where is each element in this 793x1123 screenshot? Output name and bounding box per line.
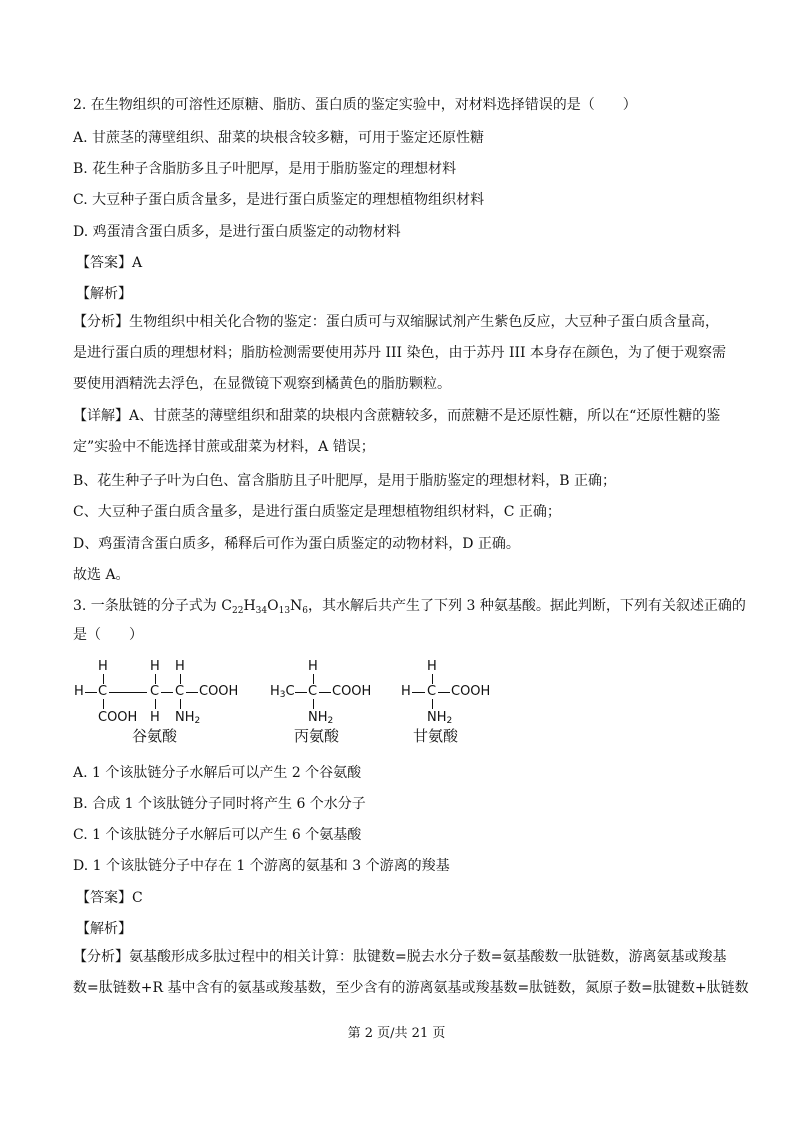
ala-cooh: COOH (332, 684, 372, 699)
bond (180, 699, 181, 709)
bond (432, 674, 433, 684)
q2-detail-d: D、鸡蛋清含蛋白质多，稀释后可作为蛋白质鉴定的动物材料，D 正确。 (73, 536, 520, 552)
ala-methyl: H3C (270, 684, 295, 700)
gly-left-h: H (401, 684, 411, 699)
bond (438, 692, 450, 693)
q2-option-a: A. 甘蔗茎的薄壁组织、甜菜的块根含较多糖，可用于鉴定还原性糖 (73, 130, 485, 146)
alanine-name: 丙氨酸 (294, 727, 340, 745)
glu-carbon: C (175, 684, 185, 699)
q2-option-b: B. 花生种子含脂肪多且子叶肥厚，是用于脂肪鉴定的理想材料 (73, 161, 457, 177)
q3-option-a: A. 1 个该肽链分子水解后可以产生 2 个谷氨酸 (73, 765, 362, 781)
ala-top-h: H (308, 659, 318, 674)
q3-option-b: B. 合成 1 个该肽链分子同时将产生 6 个水分子 (73, 796, 366, 812)
q2-conclusion: 故选 A。 (73, 567, 130, 583)
gly-amino: NH2 (427, 710, 453, 726)
bond (313, 699, 314, 709)
q3-answer: 【答案】C (76, 890, 143, 906)
bond (103, 674, 104, 684)
q3-analysis-label: 【解析】 (76, 921, 132, 937)
q2-fenxi-line: 【分析】生物组织中相关化合物的鉴定：蛋白质可与双缩脲试剂产生紫色反应，大豆种子蛋白质含量高， (73, 314, 719, 330)
q3-option-c: C. 1 个该肽链分子水解后可以产生 6 个氨基酸 (73, 827, 362, 843)
glu-top-h: H (175, 659, 185, 674)
glu-cooh: COOH (199, 684, 239, 699)
formula-c-count: 22 (231, 606, 244, 616)
bond (155, 674, 156, 684)
q2-fenxi-line: 是进行蛋白质的理想材料；脂肪检测需要使用苏丹 III 染色，由于苏丹 III 本身存在颜色，为了便于观察需 (73, 345, 726, 361)
q2-detail-b: B、花生种子子叶为白色、富含脂肪且子叶肥厚，是用于脂肪鉴定的理想材料，B 正确； (73, 473, 617, 489)
glu-left-h: H (74, 684, 84, 699)
bond (109, 692, 147, 693)
glu-side-cooh: COOH (98, 710, 138, 725)
q3-stem-suffix: ，其水解后共产生了下列 3 种氨基酸。据此判断，下列有关叙述正确的 (308, 598, 746, 614)
bond (432, 699, 433, 709)
q3-fenxi-line: 【分析】氨基酸形成多肽过程中的相关计算：肽键数=脱去水分子数=氨基酸数一肽链数，游离氨基或羧基 (73, 949, 727, 965)
ala-carbon: C (308, 684, 318, 699)
bond (155, 699, 156, 709)
q3-option-d: D. 1 个该肽链分子中存在 1 个游离的氨基和 3 个游离的羧基 (73, 858, 450, 874)
page-footer: 第 2 页/共 21 页 (347, 1026, 446, 1041)
formula-o: O (267, 598, 279, 614)
q3-stem-prefix: 3. 一条肽链的分子式为 C (73, 598, 232, 614)
glycine-name: 甘氨酸 (413, 727, 459, 745)
q2-stem: 2. 在生物组织的可溶性还原糖、脂肪、蛋白质的鉴定实验中，对材料选择错误的是（ ） (73, 97, 637, 113)
formula-h-count: 34 (255, 606, 268, 616)
formula-n: N (290, 598, 303, 614)
q2-option-d: D. 鸡蛋清含蛋白质多，是进行蛋白质鉴定的动物材料 (73, 224, 401, 240)
bond (186, 692, 198, 693)
bond (319, 692, 331, 693)
bond (412, 692, 425, 693)
q3-fenxi (73, 942, 749, 1004)
bond (103, 699, 104, 709)
glu-carbon: C (98, 684, 108, 699)
formula-h: H (243, 598, 256, 614)
glutamic-acid-name: 谷氨酸 (132, 727, 178, 745)
bond (180, 674, 181, 684)
q3-fenxi-line: 数=肽链数+R 基中含有的氨基或羧基数，至少含有的游离氨基或羧基数=肽链数，氮原子数=肽键数+肽链数 (73, 980, 749, 996)
q2-xiangjie-line: 【详解】A、甘蔗茎的薄壁组织和甜菜的块根内含蔗糖较多，而蔗糖不是还原性糖，所以在“还原性糖的鉴 (73, 408, 721, 424)
glu-top-h: H (150, 659, 160, 674)
q2-xiangjie (73, 401, 719, 463)
gly-cooh: COOH (451, 684, 491, 699)
q3-stem (73, 597, 746, 620)
formula-n-count: 6 (302, 606, 309, 616)
bond (313, 674, 314, 684)
bond (85, 692, 97, 693)
gly-top-h: H (427, 659, 437, 674)
q2-detail-c: C、大豆种子蛋白质含量多，是进行蛋白质鉴定是理想植物组织材料，C 正确； (73, 504, 561, 520)
bond (295, 692, 307, 693)
q2-analysis-label: 【解析】 (76, 286, 132, 302)
q2-fenxi (73, 307, 726, 400)
q3-stem-line2: 是（ ） (73, 627, 143, 643)
ala-amino: NH2 (308, 710, 334, 726)
q2-fenxi-line: 要使用酒精洗去浮色，在显微镜下观察到橘黄色的脂肪颗粒。 (73, 376, 451, 392)
q2-option-c: C. 大豆种子蛋白质含量多，是进行蛋白质鉴定的理想植物组织材料 (73, 192, 485, 208)
glu-bottom-h: H (150, 710, 160, 725)
q2-answer: 【答案】A (76, 255, 143, 271)
glu-top-h: H (98, 659, 108, 674)
gly-carbon: C (427, 684, 437, 699)
q2-xiangjie-line: 定”实验中不能选择甘蔗或甜菜为材料，A 错误； (73, 439, 375, 455)
bond (161, 692, 173, 693)
formula-o-count: 13 (278, 606, 291, 616)
glu-amino: NH2 (175, 710, 201, 726)
glu-carbon: C (150, 684, 160, 699)
